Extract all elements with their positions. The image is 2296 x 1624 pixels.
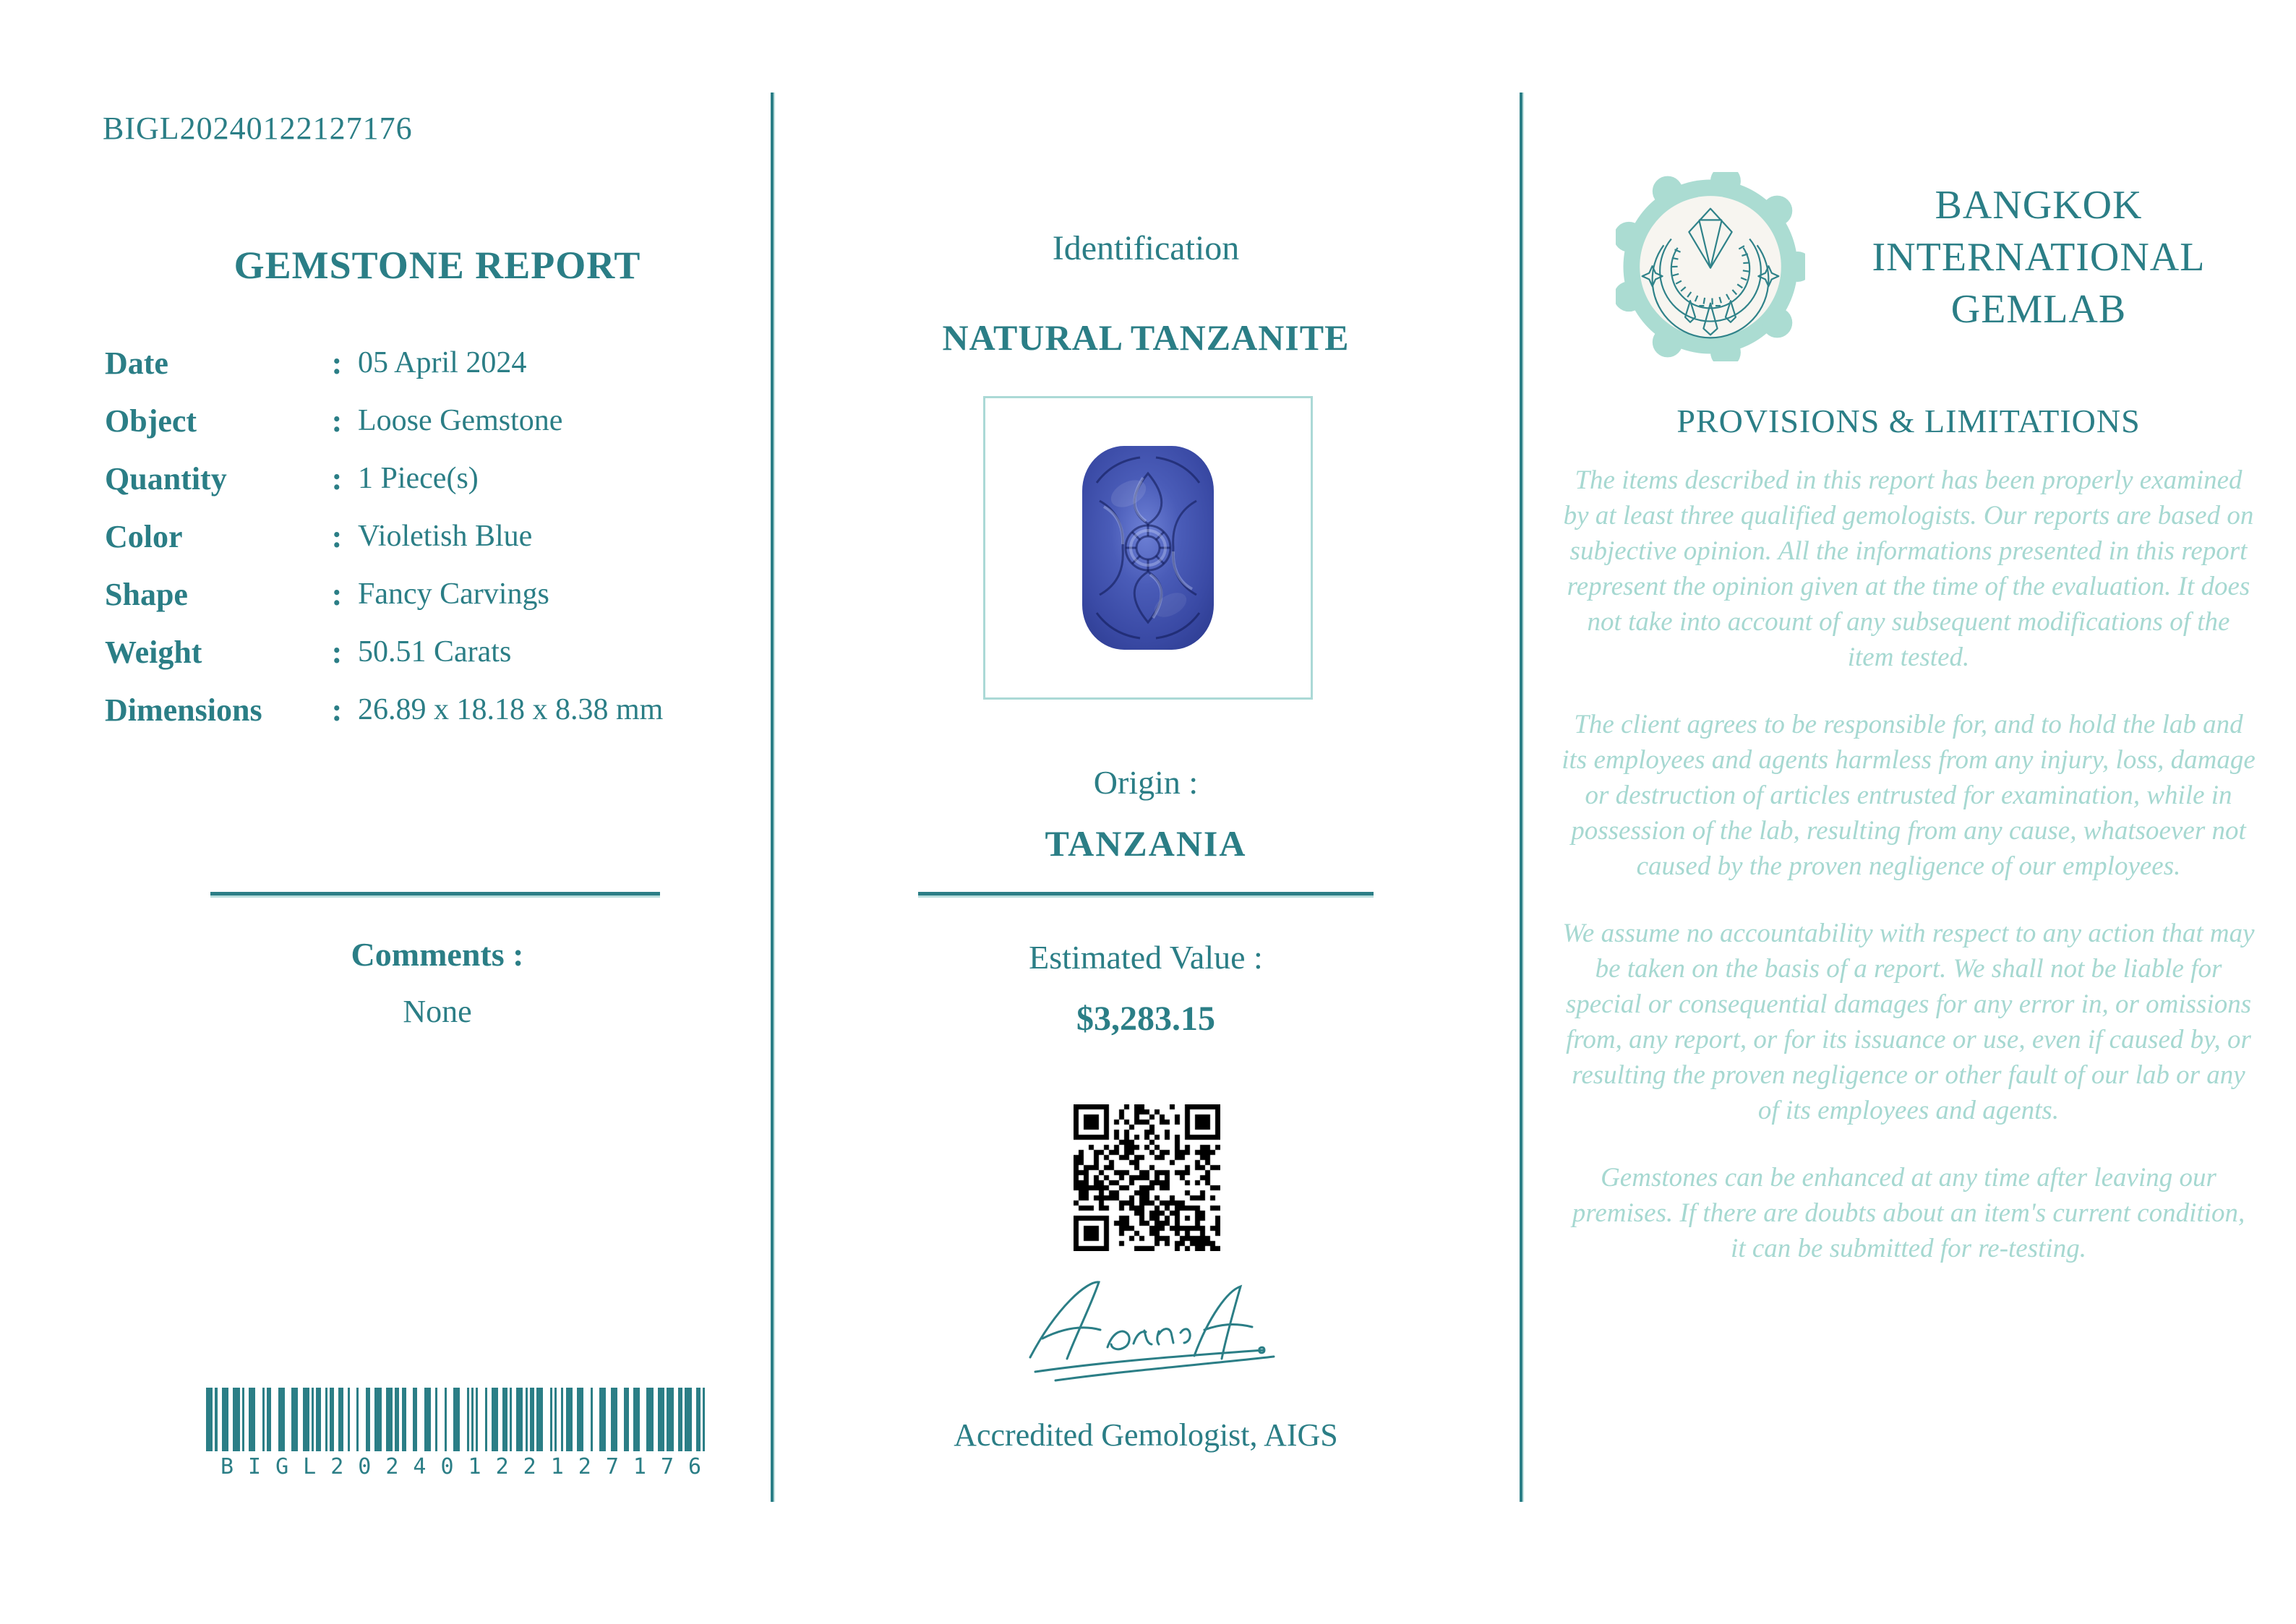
detail-label: Color [105,518,183,554]
detail-value: 05 April 2024 [358,346,527,379]
detail-label: Dimensions [105,692,262,728]
details-table [105,334,755,739]
value-divider [918,892,1374,898]
detail-colon: : [331,345,343,381]
gem-photo [1079,443,1217,653]
gemlab-logo-icon [1616,172,1805,361]
detail-colon: : [331,634,343,670]
detail-colon: : [331,518,343,554]
barcode [206,1388,716,1479]
identification-value: NATURAL TANZANITE [942,317,1350,358]
page-title: GEMSTONE REPORT [234,244,641,287]
detail-label: Object [105,403,197,439]
comments-divider [210,892,660,898]
gem-photo-frame [983,396,1313,700]
origin-label: Origin : [1093,764,1199,801]
table-row [105,507,755,565]
provision-paragraph: The items described in this report has been properly examined by at least three qualified gemologists. Our reports are based on subjective opinion. All the informations presented in this report represent the opinion given at the time of the evaluation. It does not take into account of any subsequent modifications of the item tested. [1563,465,2254,672]
origin-value: TANZANIA [1045,823,1247,864]
barcode-bars [206,1388,712,1451]
detail-value: Loose Gemstone [358,404,563,437]
provision-paragraph: The client agrees to be responsible for, and to hold the lab and its employees and agents harmless from any injury, loss, damage or destruction of articles entrusted for examination, while in possession of the lab, resulting from any cause, whatsoever not caused by the proven negligence of our employees. [1562,710,2256,881]
report-number: BIGL20240122127176 [103,111,413,146]
detail-label: Shape [105,576,188,612]
provision-paragraph: Gemstones can be enhanced at any time after leaving our premises. If there are doubts about an item's current condition, it can be submitted for re-testing. [1572,1163,2245,1263]
detail-colon: : [331,460,343,497]
provisions-text [1562,463,2256,1298]
qr-code [1074,1104,1220,1251]
barcode-text: BIGL20240122127176 [220,1454,716,1479]
gemologist-signature [990,1269,1301,1399]
table-row [105,334,755,392]
estimated-value-label: Estimated Value : [1029,939,1263,976]
table-row [105,681,755,739]
detail-value: 50.51 Carats [358,635,512,669]
detail-colon: : [331,403,343,439]
detail-value: 26.89 x 18.18 x 8.38 mm [358,693,664,726]
detail-label: Weight [105,634,202,670]
detail-colon: : [331,692,343,728]
comments-label: Comments : [351,936,524,973]
column-divider-right [1520,93,1524,1502]
table-row [105,565,755,623]
comments-value: None [403,994,472,1029]
lab-name-line: INTERNATIONAL [1872,235,2206,280]
detail-label: Date [105,345,168,381]
lab-name-line: BANGKOK [1935,183,2143,228]
detail-value: 1 Piece(s) [358,462,479,495]
detail-label: Quantity [105,460,227,497]
provisions-heading: PROVISIONS & LIMITATIONS [1676,403,2141,439]
table-row [105,450,755,507]
provision-paragraph: We assume no accountability with respect to any action that may be taken on the basis of a report. We shall not be liable for special or consequential damages for any error in, or omissions from, any report, or for its issuance or use, even if caused by, or resulting the proven negligence or other fault of our lab or any of its employees and agents. [1562,919,2255,1125]
table-row [105,623,755,681]
lab-name-line: GEMLAB [1950,287,2127,332]
identification-heading: Identification [1052,229,1240,267]
detail-colon: : [331,576,343,612]
gemologist-title: Accredited Gemologist, AIGS [954,1417,1338,1453]
detail-value: Fancy Carvings [358,577,549,611]
table-row [105,392,755,450]
lab-name [1822,179,2256,335]
estimated-value: $3,283.15 [1076,1000,1215,1038]
detail-value: Violetish Blue [358,520,533,553]
column-divider-left [771,93,775,1502]
